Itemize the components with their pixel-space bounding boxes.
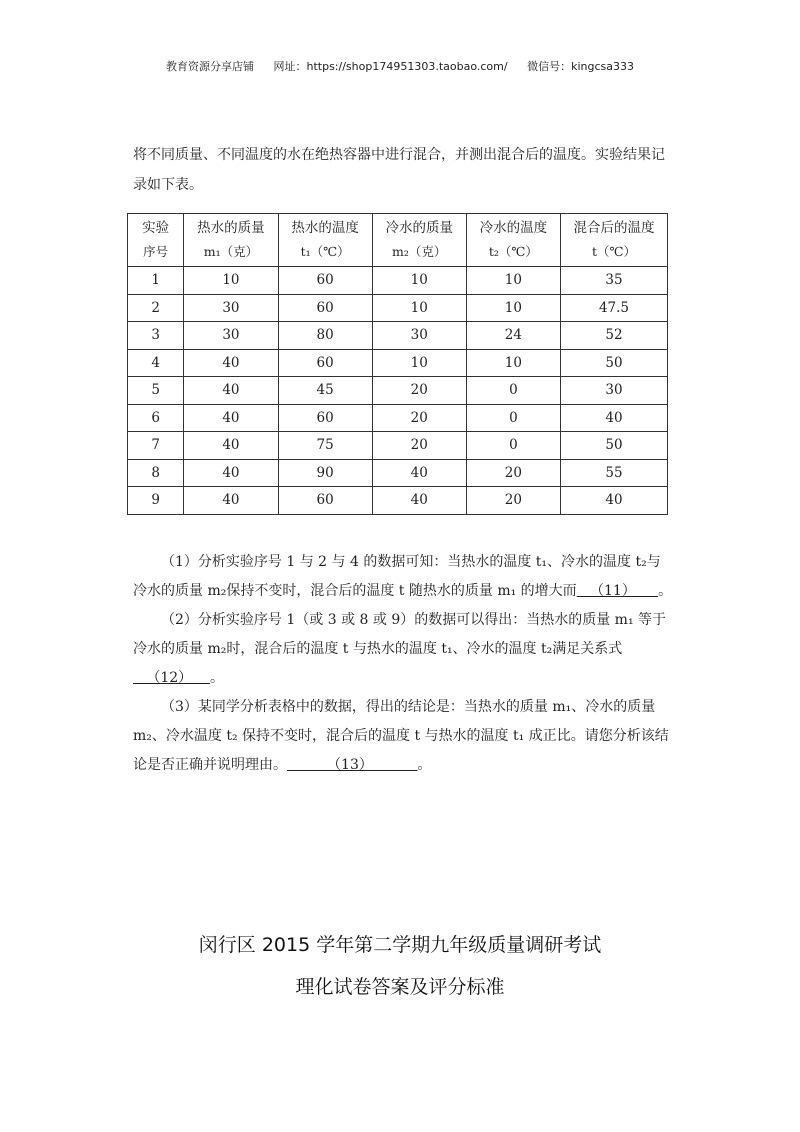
table-cell: 10 [372, 349, 466, 377]
table-cell: 0 [466, 404, 560, 432]
header-cell: 热水的温度 t₁（℃） [278, 214, 372, 267]
table-cell: 30 [184, 322, 278, 350]
table-cell: 40 [184, 404, 278, 432]
table-cell: 35 [560, 267, 667, 295]
table-cell: 40 [184, 377, 278, 405]
table-cell: 8 [128, 459, 184, 487]
table-cell: 3 [128, 322, 184, 350]
table-cell: 75 [278, 432, 372, 460]
table-cell: 40 [184, 487, 278, 515]
answer-subtitle: 理化试卷答案及评分标准 [295, 976, 505, 998]
table-cell: 20 [372, 404, 466, 432]
table-cell: 20 [372, 377, 466, 405]
table-cell: 0 [466, 377, 560, 405]
table-cell: 20 [466, 459, 560, 487]
table-cell: 2 [128, 294, 184, 322]
table-cell: 30 [560, 377, 667, 405]
table-cell: 60 [278, 487, 372, 515]
header-cell: 热水的质量 m₁（克） [184, 214, 278, 267]
table-header-row [128, 214, 668, 267]
table-cell: 60 [278, 349, 372, 377]
questions-section [133, 548, 673, 780]
table-cell: 30 [372, 322, 466, 350]
shop-url: 网址：https://shop174951303.taobao.com/ [273, 60, 508, 73]
header-cell: 实验 序号 [128, 214, 184, 267]
table-cell: 6 [128, 404, 184, 432]
table-cell: 4 [128, 349, 184, 377]
table-cell: 52 [560, 322, 667, 350]
table-cell: 10 [466, 349, 560, 377]
table-cell: 10 [466, 294, 560, 322]
table-cell: 20 [466, 487, 560, 515]
table-row [128, 377, 668, 405]
table-cell: 50 [560, 432, 667, 460]
table-cell: 0 [466, 432, 560, 460]
table-cell: 40 [184, 349, 278, 377]
table-cell: 20 [372, 432, 466, 460]
table-cell: 10 [372, 294, 466, 322]
table-cell: 60 [278, 267, 372, 295]
intro-paragraph: 将不同质量、不同温度的水在绝热容器中进行混合，并测出混合后的温度。实验结果记录如下表。 [133, 147, 665, 193]
table-cell: 40 [560, 487, 667, 515]
answer-title: 闵行区 2015 学年第二学期九年级质量调研考试 [198, 934, 602, 956]
header-cell: 冷水的质量 m₂（克） [372, 214, 466, 267]
answer-blank-13[interactable]: （13） [287, 757, 418, 773]
table-cell: 30 [184, 294, 278, 322]
table-cell: 7 [128, 432, 184, 460]
table-cell: 40 [184, 432, 278, 460]
page-header [0, 58, 800, 74]
table-cell: 40 [372, 459, 466, 487]
table-cell: 5 [128, 377, 184, 405]
experiment-table [127, 213, 668, 515]
table-row [128, 404, 668, 432]
answer-blank-11[interactable]: （11） [576, 583, 659, 599]
shop-name: 教育资源分享店铺 [166, 60, 254, 73]
table-cell: 40 [372, 487, 466, 515]
table-cell: 47.5 [560, 294, 667, 322]
table-cell: 10 [466, 267, 560, 295]
table-cell: 60 [278, 294, 372, 322]
table-row [128, 349, 668, 377]
table-cell: 10 [184, 267, 278, 295]
table-row [128, 487, 668, 515]
question-3: （3）某同学分析表格中的数据，得出的结论是：当热水的质量 m₁、冷水的质量 m₂、冷水温度 t₂ 保持不变时，混合后的温度 t 与热水的温度 t₁ 成正比。请您分析该结论是否正确并说明理由。 （13） 。 [133, 699, 669, 773]
header-cell: 混合后的温度 t（℃） [560, 214, 667, 267]
wechat-id: 微信号：kingcsa333 [527, 60, 634, 73]
question-2: （2）分析实验序号 1（或 3 或 8 或 9）的数据可以得出：当热水的质量 m₁ 等于冷水的质量 m₂时，混合后的温度 t 与热水的温度 t₁、冷水的温度 t₂满足关系式 （12） 。 [133, 612, 667, 686]
table-cell: 40 [184, 459, 278, 487]
header-cell: 冷水的温度 t₂（℃） [466, 214, 560, 267]
table-cell: 40 [560, 404, 667, 432]
table-cell: 10 [372, 267, 466, 295]
table-cell: 55 [560, 459, 667, 487]
question-1: （1）分析实验序号 1 与 2 与 4 的数据可知：当热水的温度 t₁、冷水的温度 t₂与冷水的质量 m₂保持不变时，混合后的温度 t 随热水的质量 m₁ 的增大而 （11） 。 [133, 554, 673, 599]
table-row [128, 459, 668, 487]
table-cell: 90 [278, 459, 372, 487]
table-row [128, 294, 668, 322]
table-cell: 1 [128, 267, 184, 295]
table-cell: 9 [128, 487, 184, 515]
table-row [128, 267, 668, 295]
table-cell: 45 [278, 377, 372, 405]
table-cell: 60 [278, 404, 372, 432]
table-cell: 50 [560, 349, 667, 377]
answer-blank-12[interactable]: （12） [133, 670, 210, 686]
table-cell: 24 [466, 322, 560, 350]
table-row [128, 322, 668, 350]
table-row [128, 432, 668, 460]
table-cell: 80 [278, 322, 372, 350]
